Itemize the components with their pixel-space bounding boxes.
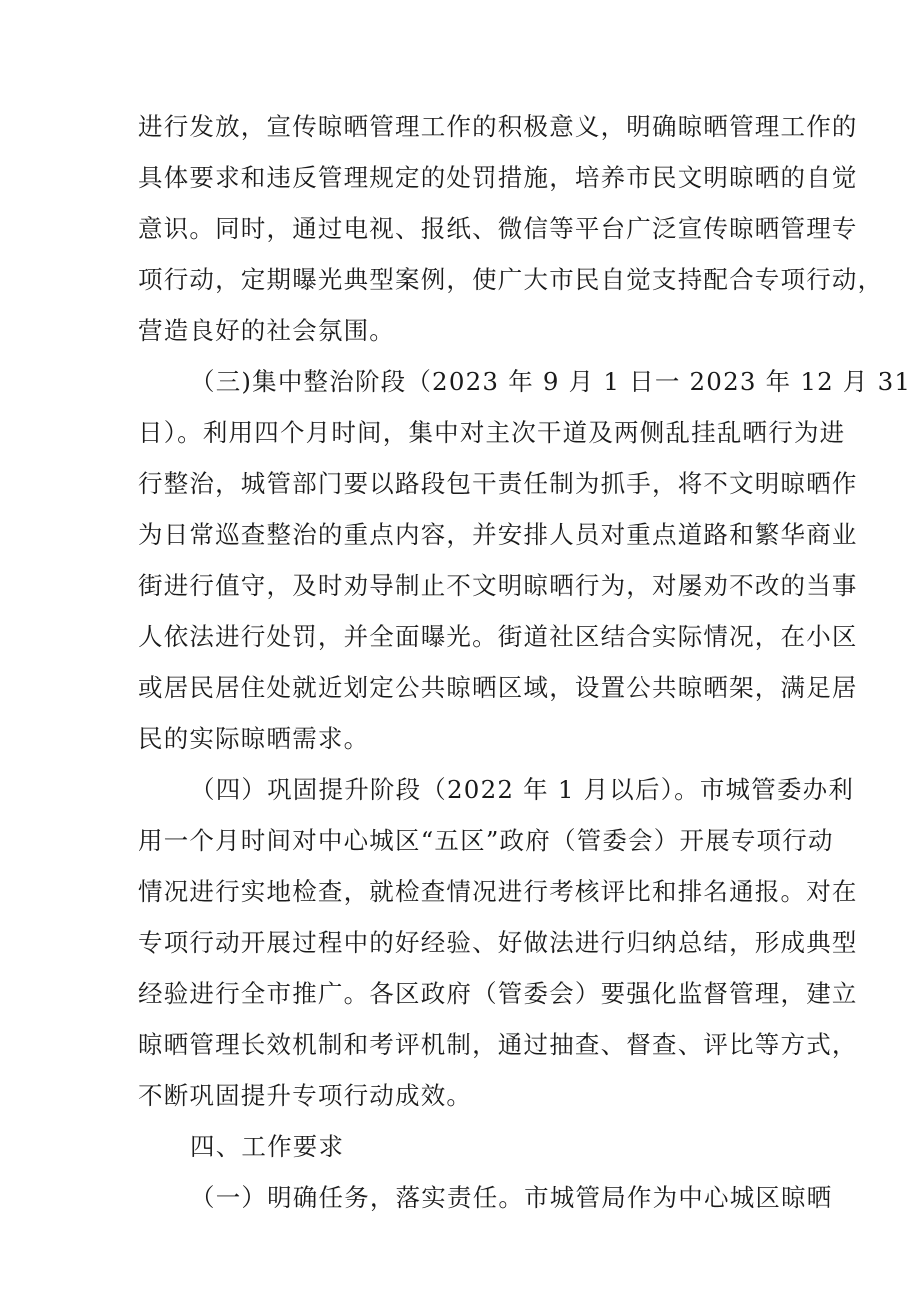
paragraph-line: 用一个月时间对中心城区“五区”政府（管委会）开展专项行动: [138, 826, 834, 855]
paragraph-line: 街进行值守，及时劝导制止不文明晾晒行为，对屡劝不改的当事: [138, 571, 858, 600]
paragraph-line: 为日常巡查整治的重点内容，并安排人员对重点道路和繁华商业: [138, 520, 858, 549]
paragraph-line: 行整治，城管部门要以路段包干责任制为抓手，将不文明晾晒作: [138, 469, 858, 498]
section-3-heading-line: （三)集中整治阶段（2023 年 9 月 1 日一 2023 年 12 月 31: [190, 367, 912, 396]
subsection-heading-line: （一）明确任务，落实责任。市城管局作为中心城区晾晒: [190, 1183, 833, 1212]
paragraph-line: 项行动，定期曝光典型案例，使广大市民自觉支持配合专项行动，: [138, 265, 884, 294]
paragraph-line: 营造良好的社会氛围。: [138, 316, 395, 345]
paragraph-line: 专项行动开展过程中的好经验、好做法进行归纳总结，形成典型: [138, 928, 858, 957]
paragraph-line: 或居民居住处就近划定公共晾晒区域，设置公共晾晒架，满足居: [138, 673, 858, 702]
paragraph-line: 具体要求和违反管理规定的处罚措施，培养市民文明晾晒的自觉: [138, 163, 858, 192]
paragraph-line: 经验进行全市推广。各区政府（管委会）要强化监督管理，建立: [138, 979, 858, 1008]
paragraph-line: 情况进行实地检查，就检查情况进行考核评比和排名通报。对在: [138, 877, 858, 906]
paragraph-line: 意识。同时，通过电视、报纸、微信等平台广泛宣传晾晒管理专: [138, 214, 858, 243]
paragraph-line: 晾晒管理长效机制和考评机制，通过抽查、督查、评比等方式，: [138, 1030, 858, 1059]
paragraph-line: 不断巩固提升专项行动成效。: [138, 1081, 473, 1110]
paragraph-line: 民的实际晾晒需求。: [138, 724, 370, 753]
paragraph-line: 进行发放，宣传晾晒管理工作的积极意义，明确晾晒管理工作的: [138, 112, 858, 141]
section-4-heading-line: （四）巩固提升阶段（2022 年 1 月以后）。市城管委办利: [190, 775, 855, 804]
paragraph-line: 日）。利用四个月时间，集中对主次干道及两侧乱挂乱晒行为进: [138, 418, 846, 447]
section-heading: 四、工作要求: [190, 1132, 345, 1161]
paragraph-line: 人依法进行处罚，并全面曝光。街道社区结合实际情况，在小区: [138, 622, 858, 651]
